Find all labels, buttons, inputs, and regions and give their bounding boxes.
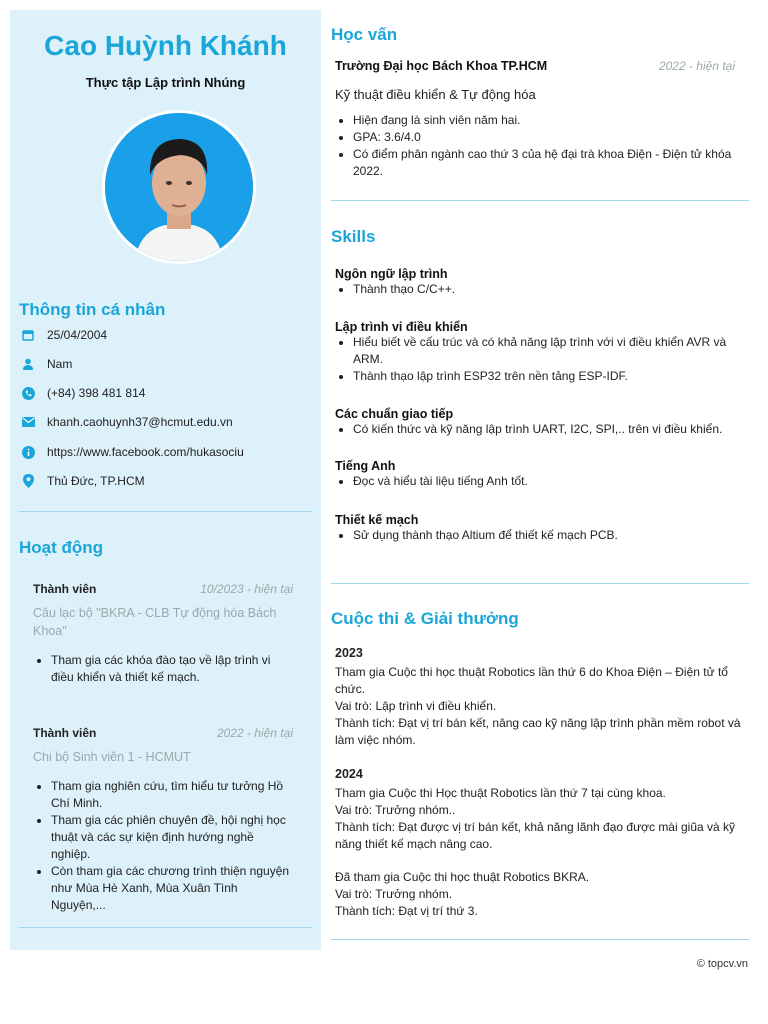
activity-bullet: • Tham gia các khóa đào tạo về lập trình vi điều khiển và thiết kế mạch. <box>51 652 293 686</box>
award-line: Thành tích: Đạt vị trí bán kết, nâng cao kỹ năng lập trình phần mềm robot và làm việc nhóm. <box>335 716 741 747</box>
award-line: Vai trò: Trưởng nhóm. <box>335 887 453 901</box>
dob-row <box>19 328 107 342</box>
email-icon <box>19 415 37 429</box>
skill-bullet: • Thành thạo C/C++. <box>353 281 741 298</box>
activity-date: 10/2023 - hiện tại <box>200 582 293 596</box>
skill-name: Tiếng Anh <box>335 459 396 473</box>
person-icon <box>19 357 37 371</box>
candidate-title: Thực tập Lập trình Nhúng <box>85 75 246 90</box>
activity-role: Thành viên <box>33 582 97 596</box>
awards-heading: Cuộc thi & Giải thưởng <box>331 609 519 628</box>
website-value[interactable]: https://www.facebook.com/hukasociu <box>47 445 244 459</box>
award-line: Thành tích: Đạt vị trí thứ 3. <box>335 904 478 918</box>
calendar-icon <box>19 328 37 342</box>
address-value: Thủ Đức, TP.HCM <box>47 474 145 488</box>
gender-row <box>19 357 72 371</box>
phone-value: (+84) 398 481 814 <box>47 386 146 400</box>
skill-group <box>331 267 741 298</box>
award-line: Thành tích: Đạt được vị trí bán kết, khả năng lãnh đạo được mài giũa và kỹ năng thiết kế mạch nâng cao. <box>335 820 736 851</box>
skill-name: Lập trình vi điều khiển <box>335 320 468 334</box>
skill-bullet: • Sử dụng thành thạo Altium để thiết kế mạch PCB. <box>353 527 741 544</box>
award-line: Vai trò: Lập trình vi điều khiển. <box>335 699 497 713</box>
personal-info-heading: Thông tin cá nhân <box>19 300 166 319</box>
education-bullet: • Có điểm phân ngành cao thứ 3 của hệ đại trà khoa Điện - Điện tử khóa 2022. <box>353 146 735 180</box>
award-year: 2023 <box>335 646 363 660</box>
award-line: Đã tham gia Cuộc thi học thuật Robotics BKRA. <box>335 870 590 884</box>
gender-value: Nam <box>47 357 73 371</box>
award-line: Vai trò: Trưởng nhóm.. <box>335 803 456 817</box>
email-value[interactable]: khanh.caohuynh37@hcmut.edu.vn <box>47 415 233 429</box>
activity-org: Chi bộ Sinh viên 1 - HCMUT <box>33 750 191 764</box>
activities-heading: Hoạt động <box>19 538 104 557</box>
education-bullet: • Hiện đang là sinh viên năm hai. <box>353 112 735 129</box>
main-divider-1 <box>331 200 749 201</box>
skill-group <box>331 513 741 544</box>
education-date: 2022 - hiện tại <box>658 59 735 73</box>
education-major: Kỹ thuật điều khiển & Tự động hóa <box>335 87 536 102</box>
dob-value: 25/04/2004 <box>47 328 108 342</box>
main-divider-2 <box>331 583 749 584</box>
skill-bullet: • Hiểu biết về cấu trúc và có khả năng lập trình với vi điều khiển AVR và ARM. <box>353 334 741 368</box>
activity-bullet: • Tham gia các phiên chuyên đề, hội nghị học thuật và các sự kiện định hướng nghề nghiệp. <box>51 812 293 863</box>
activity-date: 2022 - hiện tại <box>216 726 293 740</box>
education-heading: Học vấn <box>331 25 398 44</box>
award-item <box>335 869 745 920</box>
skill-group <box>331 459 741 490</box>
activity-role: Thành viên <box>33 726 97 740</box>
candidate-name: Cao Huỳnh Khánh <box>44 30 287 61</box>
phone-icon <box>19 386 37 400</box>
education-school: Trường Đại học Bách Khoa TP.HCM <box>335 59 548 73</box>
skills-heading: Skills <box>331 227 376 246</box>
skill-bullet: • Đọc và hiểu tài liệu tiếng Anh tốt. <box>353 473 741 490</box>
skill-name: Thiết kế mạch <box>335 513 419 527</box>
activity-bullet: • Còn tham gia các chương trình thiện nguyện như Mùa Hè Xanh, Mùa Xuân Tình Nguyện,... <box>51 863 293 914</box>
skill-group <box>331 407 741 438</box>
activity-bullet: • Tham gia nghiên cứu, tìm hiểu tư tưởng Hồ Chí Minh. <box>51 778 293 812</box>
address-row <box>19 474 145 488</box>
award-line: Tham gia Cuộc thi học thuật Robotics lần thứ 6 do Khoa Điện – Điện tử tổ chức. <box>335 665 728 696</box>
location-pin-icon <box>19 474 37 488</box>
activity-org: Câu lạc bộ "BKRA - CLB Tự động hóa Bách Khoa" <box>33 606 277 638</box>
award-item <box>335 766 745 853</box>
info-icon <box>19 445 37 459</box>
award-year: 2024 <box>335 767 363 781</box>
sidebar-divider-1 <box>19 511 312 512</box>
avatar <box>102 110 256 264</box>
sidebar-divider-2 <box>19 927 312 928</box>
education-bullet: • GPA: 3.6/4.0 <box>353 129 735 146</box>
skill-bullet: • Có kiến thức và kỹ năng lập trình UART, I2C, SPI,.. trên vi điều khiển. <box>353 421 741 438</box>
website-row <box>19 445 244 459</box>
activity-item <box>33 582 293 686</box>
activity-item <box>33 726 293 914</box>
education-item <box>335 59 735 180</box>
main-divider-3 <box>331 939 749 940</box>
skill-bullet: • Thành thạo lập trình ESP32 trên nền tảng ESP-IDF. <box>353 368 741 385</box>
avatar-photo <box>105 113 253 261</box>
sidebar <box>10 10 321 950</box>
skill-group <box>331 320 741 385</box>
footer-credit: © topcv.vn <box>696 958 748 970</box>
skill-name: Các chuẩn giao tiếp <box>335 407 454 421</box>
email-row <box>19 415 233 429</box>
award-item <box>335 645 745 749</box>
phone-row <box>19 386 145 400</box>
award-line: Tham gia Cuộc thi Học thuật Robotics lần thứ 7 tại cùng khoa. <box>335 786 666 800</box>
skill-name: Ngôn ngữ lập trình <box>335 267 448 281</box>
